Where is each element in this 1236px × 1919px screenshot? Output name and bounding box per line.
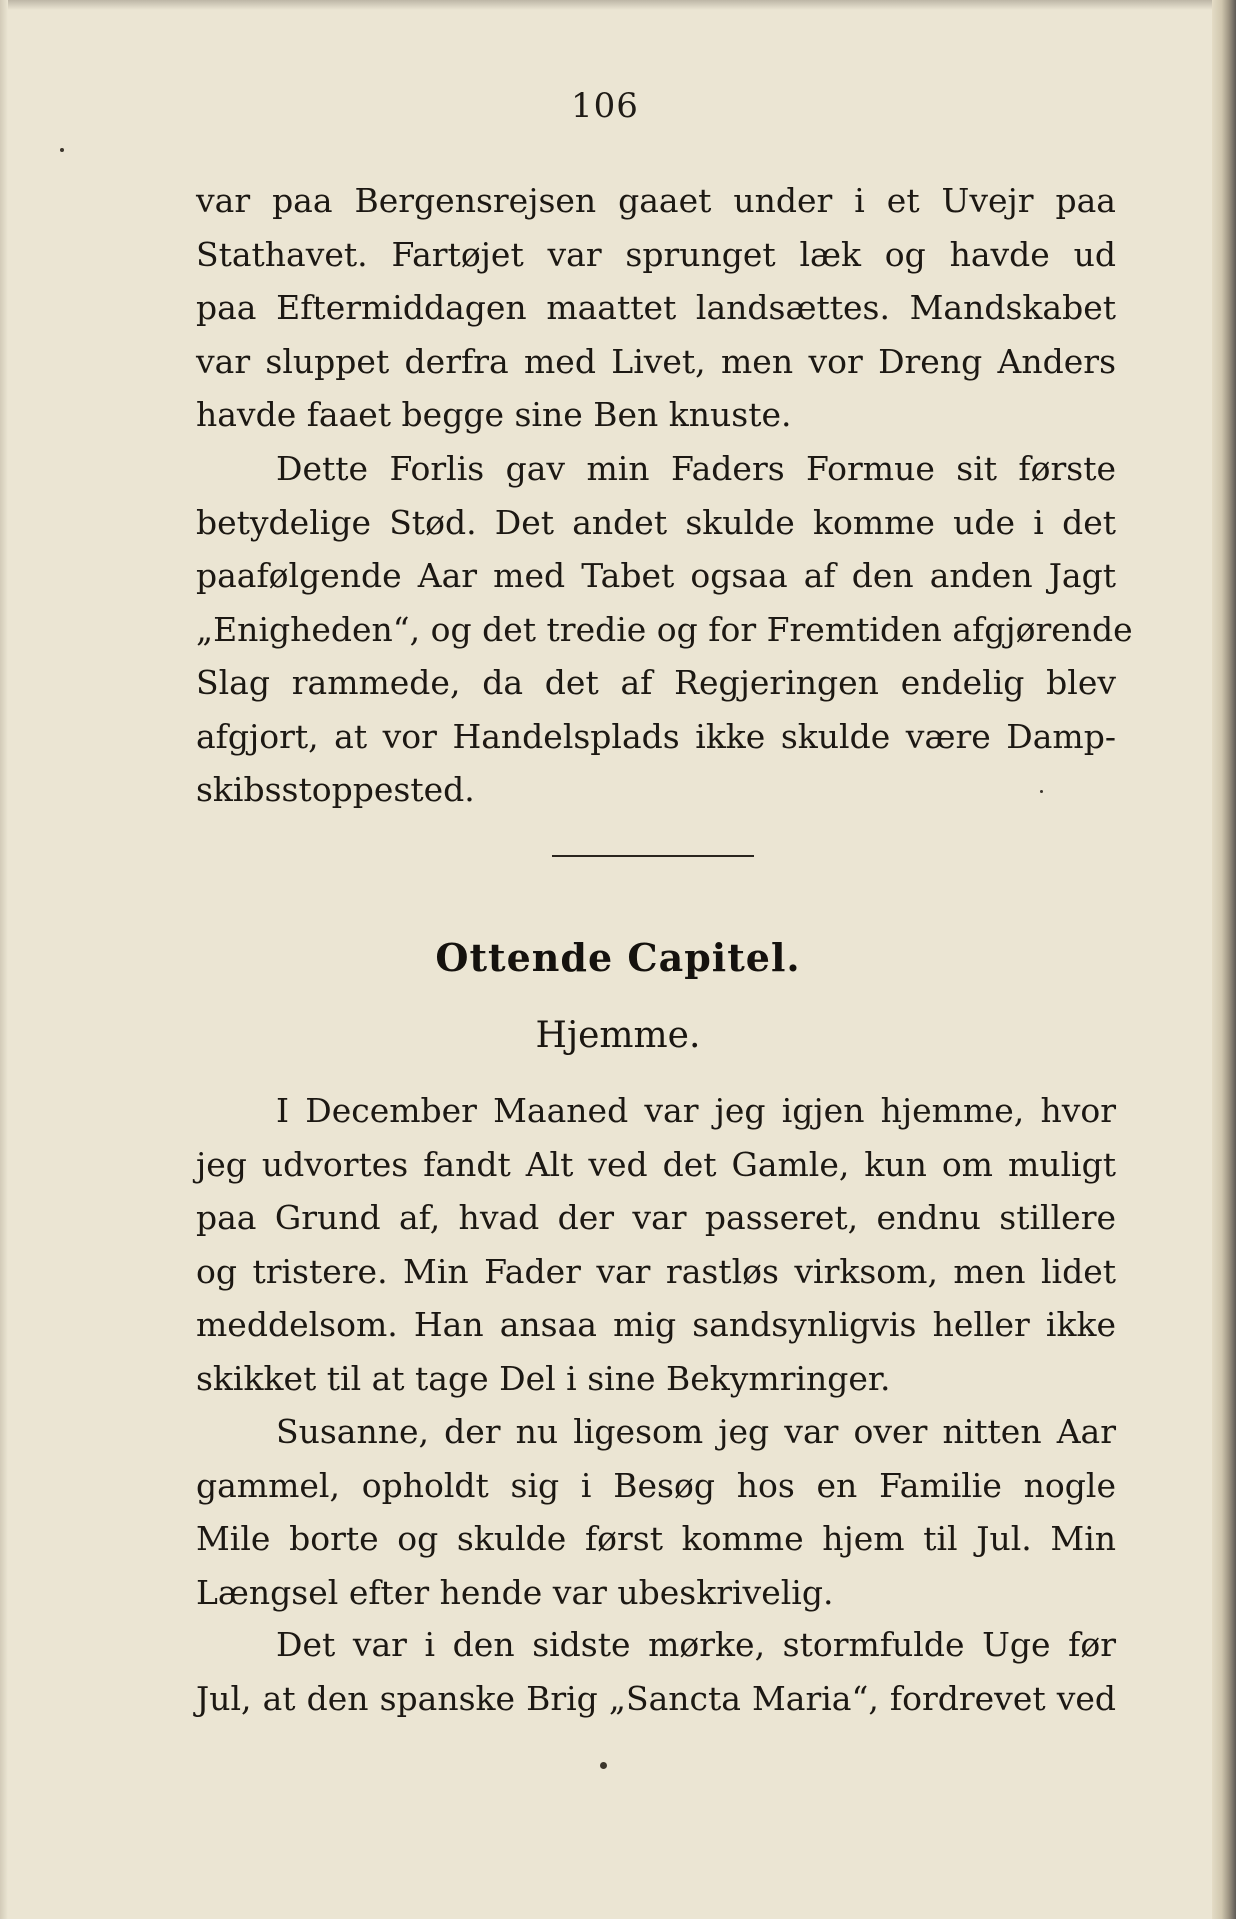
text-line: Mile borte og skulde først komme hjem til Jul. Min [196,1519,1116,1558]
chapter-title: Ottende Capitel. [435,935,801,980]
text-line: var paa Bergensrejsen gaaet under i et Uvejr paa [196,181,1116,220]
text-line: Det var i den sidste mørke, stormfulde Uge før [276,1625,1116,1664]
text-line: I December Maaned var jeg igjen hjemme, hvor [276,1091,1116,1130]
text-line: gammel, opholdt sig i Besøg hos en Familie nogle [196,1465,1116,1505]
paragraph-forlis [196,442,1133,817]
page-edge-top [0,0,1236,10]
text-line: Dette Forlis gav min Faders Formue sit første [276,449,1116,488]
text-line: paa Eftermiddagen maattet landsættes. Mandskabet [196,288,1116,327]
text-line: Slag rammede, da det af Regjeringen endelig blev [196,663,1116,702]
paragraph-brig [196,1618,1116,1725]
text-line: meddelsom. Han ansaa mig sandsynligvis heller ikke [196,1305,1116,1344]
text-line: Susanne, der nu ligesom jeg var over nitten Aar [276,1412,1116,1451]
text-line: afgjort, at vor Handelsplads ikke skulde være Damp- [196,716,1116,756]
ink-speck [60,148,64,152]
ink-speck [600,1762,607,1769]
text-line: betydelige Stød. Det andet skulde komme ude i det [196,502,1116,542]
text-line: paafølgende Aar med Tabet ogsaa af den anden Jagt [196,556,1116,595]
text-line: Jul, at den spanske Brig „Sancta Maria“, fordrevet ved [196,1678,1116,1718]
text-line: Stathavet. Fartøjet var sprunget læk og havde ud [196,234,1116,274]
paragraph-susanne [196,1405,1116,1619]
text-line: Længsel efter hende var ubeskrivelig. [196,1572,834,1612]
text-line: skikket til at tage Del i sine Bekymringer. [196,1358,891,1398]
section-divider [552,855,754,857]
text-line: „Enigheden“, og det tredie og for Fremtiden afgjørende [196,609,1133,649]
page-number: 106 [571,86,639,126]
paragraph-continuation [196,174,1116,442]
ink-speck [1040,790,1043,793]
text-line: og tristere. Min Fader var rastløs virksom, men lidet [196,1251,1116,1291]
text-line: paa Grund af, hvad der var passeret, endnu stillere [196,1198,1116,1237]
text-line: jeg udvortes fandt Alt ved det Gamle, kun om muligt [196,1144,1116,1184]
text-line: var sluppet derfra med Livet, men vor Dreng Anders [196,341,1116,381]
text-line: havde faaet begge sine Ben knuste. [196,395,792,434]
text-line: skibsstoppested. [196,770,475,809]
chapter-subtitle: Hjemme. [535,1015,701,1056]
paragraph-december [196,1084,1116,1405]
